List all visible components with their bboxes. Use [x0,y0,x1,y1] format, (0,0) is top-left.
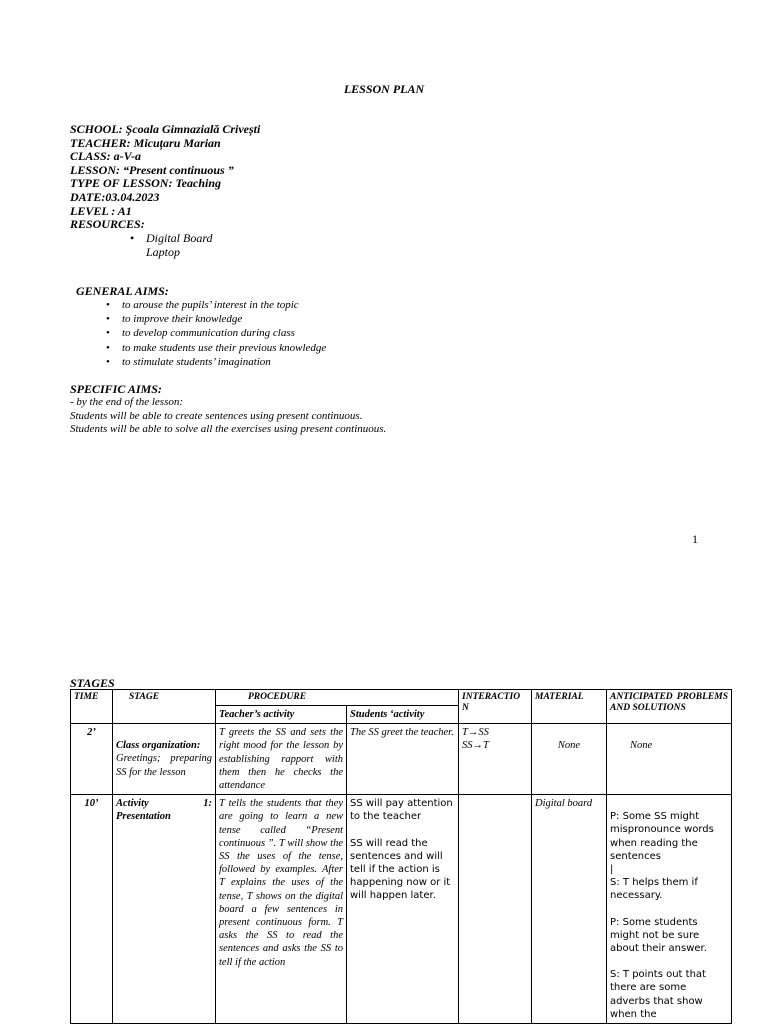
row-problems [607,795,732,1024]
resource-item: Digital Board [146,231,213,245]
students-activity-text: SS will read the sentences and will tell if the action is happening now or it will happen later. [350,837,451,902]
row-interaction [459,724,532,795]
students-activity-text: SS will pay attention to the teacher [350,798,453,823]
row-time: 10’ [71,795,113,1024]
aim-item: to stimulate students’ imagination [122,355,271,368]
table-header-row [71,690,732,706]
lesson-info [70,123,260,232]
general-aims-heading: GENERAL AIMS: [76,284,169,298]
lesson-type-line: TYPE OF LESSON: Teaching [70,176,222,191]
specific-aim-line: Students will be able to create sentences using present continuous. [70,409,363,422]
header-teacher-activity: Teacher’s activity [216,706,347,724]
header-procedure: PROCEDURE [216,690,459,706]
interaction-line: SS→T [462,740,489,752]
bullet-icon: • [106,313,110,326]
solution-text: S: T helps them if necessary. [610,877,698,902]
solution-text: S: T points out that there are some adverbs that show when the [610,969,706,1020]
lesson-line: LESSON: “Present continuous ” [70,162,234,177]
bullet-icon: • [106,355,110,368]
text-mark: | [610,864,614,876]
material-text: None [557,740,581,752]
aim-item: to improve their knowledge [122,313,243,326]
row-time: 2’ [71,724,113,795]
row-students-activity: The SS greet the teacher. [347,724,459,795]
row-interaction [459,795,532,1024]
stage-title: Class organization: [116,740,201,752]
row-students-activity [347,795,459,1024]
aim-item: to arouse the pupils’ interest in the topic [122,299,299,311]
bullet-icon: • [106,299,110,311]
resources-label: RESOURCES: [70,217,145,232]
row-stage [113,724,216,795]
header-students-activity: Students ‘activity [347,706,459,724]
problem-text: P: Some students might not be sure about their answer. [610,916,707,955]
row-material: Digital board [532,795,607,1024]
table-row [71,724,732,795]
bullet-icon: • [130,231,135,245]
page-number: 1 [692,532,698,546]
specific-aim-line: - by the end of the lesson: [70,396,184,408]
teacher-line: TEACHER: Micuțaru Marian [70,135,221,150]
row-material [532,724,607,795]
class-line: CLASS: a-V-a [70,149,142,164]
general-aims-list [106,298,326,369]
aim-item: to make students use their previous knowledge [122,341,327,354]
stages-heading: STAGES [70,676,115,690]
row-teacher-activity: T greets the SS and sets the right mood for the lesson by establishing rapport with them then he checks the attendance [216,724,347,795]
stages-table [70,689,732,1024]
row-teacher-activity: T tells the students that they are going to learn a new tense called “Present continuous ”. T will show the SS the uses of the tense, followed by examples. After T explains the uses of the tense, T shows on the digital board a few sentences in present continuous form. T asks the SS to read the sentences and asks the SS to tell if the action [216,795,347,1024]
aim-item: to develop communication during class [122,327,295,340]
problems-text: None [630,740,653,752]
date-line: DATE:03.04.2023 [70,189,160,204]
specific-aims-text [70,396,386,437]
resources-list [130,232,213,259]
table-row [71,795,732,1024]
bullet-icon: • [106,341,110,354]
header-time: TIME [71,690,113,724]
row-stage [113,795,216,1024]
stage-title: Activity 1: [116,798,212,810]
interaction-line: T→SS [462,727,489,739]
stage-text: Greetings; preparing SS for the lesson [116,753,212,778]
row-problems [607,724,732,795]
header-material: MATERIAL [532,690,607,724]
page-title: LESSON PLAN [343,82,425,96]
specific-aims-heading: SPECIFIC AIMS: [70,382,162,396]
header-interaction: INTERACTIO N [459,690,532,724]
problem-text: P: Some SS might mispronounce words when reading the sentences [610,811,714,862]
bullet-icon: • [106,327,110,340]
header-stage: STAGE [113,690,216,724]
stage-subtitle: Presentation [116,811,171,823]
specific-aim-line: Students will be able to solve all the exercises using present continuous. [70,423,387,435]
resource-item: Laptop [146,244,181,259]
level-line: LEVEL : A1 [70,203,132,218]
school-line: SCHOOL: Şcoala Gimnazială Crivești [70,122,261,136]
header-problems: ANTICIPATED PROBLEMS AND SOLUTIONS [607,690,732,724]
